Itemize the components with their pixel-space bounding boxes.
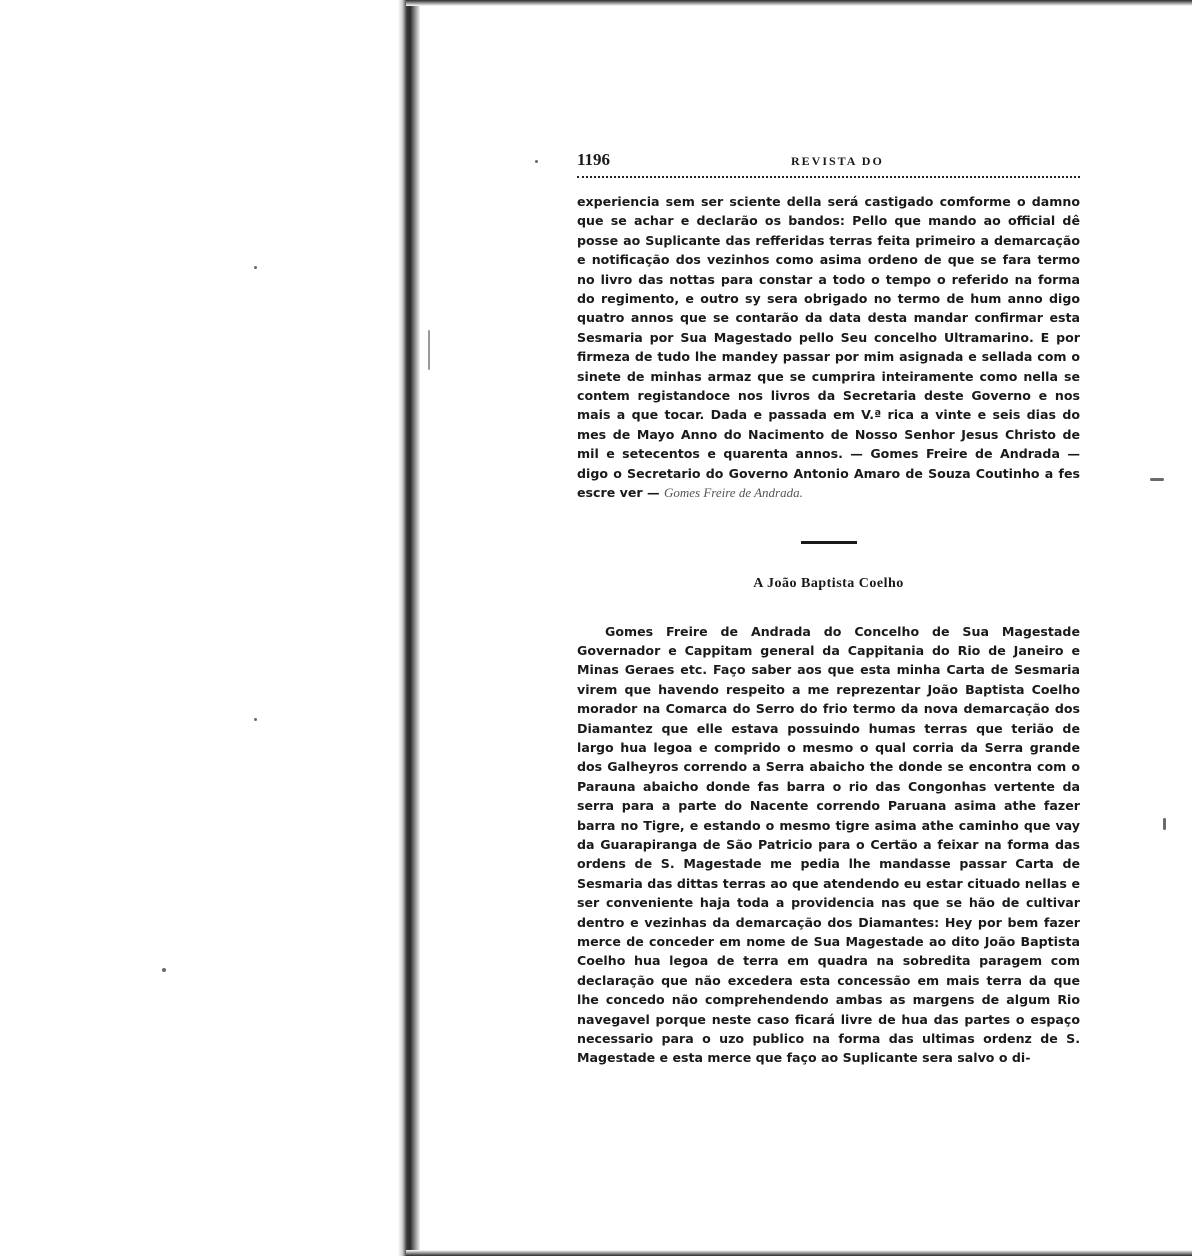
scan-speck xyxy=(162,968,166,972)
section-paragraph: Gomes Freire de Andrada do Concelho de Sua Magestade Governador e Cappitam general da Cappitania do Rio de Janeiro e Minas Geraes etc. Faço saber aos que esta minha Carta de Sesmaria virem que havendo respeito a me reprezentar João Baptista Coelho morador na Comarca do Serro do frio termo da nova demarcação dos Diamantez que elle estava possuindo humas terras que terião de largo hua legoa e comprido o mesmo o qual corria da Serra grande dos Galheyros correndo a Serra abaicho the donde se encontra com o Parauna abaicho donde fas barra o rio das Congonhas vertente da serra para a parte do Nacente correndo Paruana asima athe fazer barra no Tigre, e estando o mesmo tigre asima athe caminho que vay da Guarapiranga de São Patricio para o Certão a feixar na forma das ordens de S. Magestade me pedia lhe mandasse passar Carta de Sesmaria das dittas terras ao que atendendo eu estar cituado nellas e ser conveniente haja toda a providencia nas que se hão de cultivar dentro e vezinhas da demarcação dos Diamantes: Hey por bem fazer merce de conceder em nome de Sua Magestade ao dito João Baptista Coelho hua legoa de terra em quadra na sobredita paragem com declaração que não excedera esta concessão em mais terra da que lhe concedo não comprehendendo ambas as margens de algum Rio navegavel porque neste caso ficará livre de hua das partes o espaço necessario para o uzo publico na forma das ultimas ordenz de S. Magestade e esta merce que faço ao Suplicante sera salvo o di- xyxy=(577,623,1080,1066)
paragraph-text: experiencia sem ser sciente della será castigado comforme o damno que se achar e declarão os bandos: Pello que mando ao official dê posse ao Suplicante das refferidas terras feita primeiro a demarcação e notificação dos vezinhos como asima ordeno de que se fara termo no livro das nottas para constar a todo o tempo o referido na forma do regimento, e outro sy sera obrigado no termo de hum anno digo quatro annos que se contarão da data desta mandar confirmar esta Sesmaria por Sua Magestado pello Seu concelho Ultramarino. E por firmeza de tudo lhe mandey passar por mim asignada e sellada com o sinete de minhas armaz que se cumprira inteiramente como nella se contem registandoce nos livros da Secretaria deste Governo e nos mais a que tocar. Dada e passada em V.ª rica a vinte e seis dias do mes de Mayo Anno do Nacimento de Nosso Senhor Jesus Christo de mil e setecentos e quarenta annos. — Gomes Freire de Andrada — digo o Secretario do Governo Antonio Amaro de Souza Coutinho a fes escre ver — xyxy=(577,194,1080,501)
running-head xyxy=(577,150,1080,178)
continued-text xyxy=(577,192,1080,503)
scan-speck xyxy=(1163,818,1166,830)
running-title: REVISTA DO xyxy=(791,154,884,168)
continued-paragraph xyxy=(577,192,1080,503)
page-content xyxy=(577,150,1080,1068)
section-separator xyxy=(801,541,857,544)
book-gutter xyxy=(398,0,420,1256)
scan-speck xyxy=(254,718,257,721)
scan-speck xyxy=(254,266,257,269)
page-top-edge xyxy=(406,0,1192,6)
signature: Gomes Freire de Andrada. xyxy=(663,485,803,501)
section-body xyxy=(577,622,1080,1068)
scan-speck xyxy=(428,330,430,370)
page-number: 1196 xyxy=(577,150,611,169)
page-bottom-edge xyxy=(406,1250,1192,1256)
scan-speck xyxy=(1150,478,1164,481)
scan-speck xyxy=(535,160,538,163)
section-title: A João Baptista Coelho xyxy=(753,575,904,591)
